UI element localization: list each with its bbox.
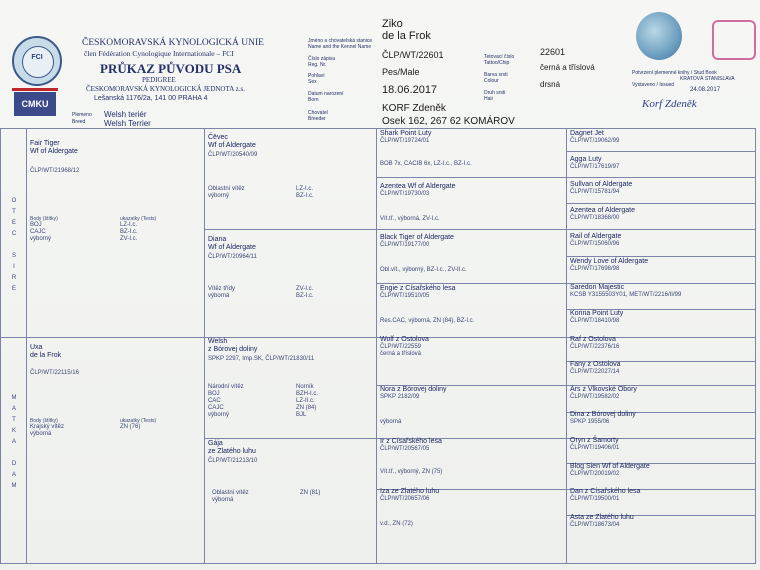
sire-dam-cell: Diana Wf of Aldergate ČLP/WT/20964/11 xyxy=(208,236,257,260)
sire-side-label: O T E C S I R E xyxy=(11,198,17,292)
gen3-cell-6: Nora z Bórovej doliny SPKP 2182/09 výborná xyxy=(380,386,447,425)
breeder-name: KORF Zdeněk xyxy=(382,103,446,114)
org-membership: člen Fédération Cynologique Internationale – FCI xyxy=(84,49,234,58)
dam-dam-cell: Gája ze Zlatého luhu ČLP/WT/21213/10 xyxy=(208,440,258,464)
gen4-cell-16: Asta ze Zlatého luhu ČLP/WT/18673/04 xyxy=(570,514,634,528)
coat-type: drsná xyxy=(540,80,561,89)
label-breeder-en: Breeder xyxy=(308,116,326,122)
gen4-cell-13: Oryn z Šamorty ČLP/WT/19406/01 xyxy=(570,437,620,451)
label-tattoo: Tetovací číslo xyxy=(484,54,515,60)
dog-reg-no: ČLP/WT/22601 xyxy=(382,50,444,60)
label-sex: Pohlaví xyxy=(308,73,325,79)
logo-divider xyxy=(12,88,58,91)
sire-sire-titles: Oblastní vítěz výborný xyxy=(208,186,245,199)
gen3-cell-8: Iza ze Zlatého luhu ČLP/WT/20657/06 v.d., ZN (72) xyxy=(380,488,440,527)
label-dob: Datum narození xyxy=(308,91,344,97)
registrar-name: KRATOVÁ STANISLAVA xyxy=(680,76,735,82)
issued-date: 24.08.2017 xyxy=(690,87,721,93)
gen4-cell-7: Saredon Majestic KCSB Y3155503Y01, MET/WT/2216/II/99 xyxy=(570,284,682,298)
gen4-cell-3: Sullvan of Aldergate ČLP/WT/15781/94 xyxy=(570,181,633,195)
dam-sire-cell: Welsh z Bórovej doliny SPKP 2297, Imp.SK, ČLP/WT/21830/11 xyxy=(208,338,315,362)
hologram-seal-icon xyxy=(636,12,682,60)
sire-sire-tests: LZ-I.c. BZ-I.c. xyxy=(296,186,314,199)
gen4-cell-6: Wendy Love of Aldergate ČLP/WT/17698/98 xyxy=(570,258,649,272)
label-reg-en: Reg. Nr. xyxy=(308,62,327,68)
pedigree-table xyxy=(0,128,756,564)
gen4-cell-1: Dagnet Jet ČLP/WT/19062/99 xyxy=(570,130,620,144)
label-reg: Číslo zápisu xyxy=(308,56,336,62)
sire-dam-tests: ZV-I.c. BZ-I.c. xyxy=(296,286,314,299)
gen4-cell-9: Raf z Ostolova ČLP/WT/22376/16 xyxy=(570,336,620,350)
dog-name: Ziko xyxy=(382,18,403,30)
dam-sire-titles: Národní vítěz BOJ CAC CAJC výborný xyxy=(208,384,244,418)
fci-logo: FCI xyxy=(12,36,62,86)
breed-cz: Welsh teriér xyxy=(104,110,147,119)
sire-sire-cell: Čēvec Wf of Aldergate ČLP/WT/20540/09 xyxy=(208,134,258,158)
label-name-en: Name and the Kennel Name xyxy=(308,44,372,50)
label-hair-en: Hair xyxy=(484,96,494,102)
document-title: PRŮKAZ PŮVODU PSA xyxy=(100,61,242,76)
sire-cell: Fair Tiger Wf of Aldergate ČLP/WT/21968/12 xyxy=(30,140,80,174)
label-color: Barva srsti xyxy=(484,72,508,78)
stamp-icon xyxy=(712,20,756,60)
gen4-cell-11: Ars z Vlkovské Obory ČLP/WT/19582/02 xyxy=(570,386,637,400)
signature: Korf Zdeněk xyxy=(642,98,697,110)
dog-kennel: de la Frok xyxy=(382,30,431,42)
label-name: Jméno a chovatelská stanice xyxy=(308,38,373,44)
gen3-cell-4: Engie z Císařského lesa ČLP/WT/19510/05 Res.CAC, výborná, ZN (84), BZ-I.c. xyxy=(380,285,475,324)
gen3-cell-1: Shark Point Luty ČLP/WT/19724/01 BOB 7x, CACIB 6x, LZ-I.c., BZ-I.c. xyxy=(380,130,472,167)
dam-titles: Body (štítky) Krajský vítěz výborná xyxy=(30,418,65,437)
org-name: ČESKOMORAVSKÁ KYNOLOGICKÁ UNIE xyxy=(82,38,264,48)
label-sex-en: Sex xyxy=(308,79,317,85)
coat-color: černá a tříslová xyxy=(540,63,595,72)
breed-label: Plemeno xyxy=(72,112,92,118)
gen4-cell-4: Azentea of Aldergate ČLP/WT/18368/00 xyxy=(570,207,635,221)
org-address: Lešanská 1176/2a, 141 00 PRAHA 4 xyxy=(94,95,208,102)
sire-titles: Body (štítky) BOJ CAJC výborný xyxy=(30,216,58,242)
dam-cell: Uxa de la Frok ČLP/WT/22115/16 xyxy=(30,344,79,376)
gen3-cell-5: Wolf z Ostolova ČLP/WT/22559 černá a tříslová xyxy=(380,336,429,357)
label-dob-en: Born xyxy=(308,97,319,103)
breeder-address: Osek 162, 267 62 KOMÁROV xyxy=(382,116,515,127)
dam-dam-tests: ZN (81) xyxy=(300,490,321,496)
org-unit: ČESKOMORAVSKÁ KYNOLOGICKÁ JEDNOTA z.s. xyxy=(86,85,245,93)
gen4-cell-2: Agga Luty ČLP/WT/17619/97 xyxy=(570,156,620,170)
label-hair: Druh srsti xyxy=(484,90,506,96)
gen4-cell-8: Korina Point Luty ČLP/WT/18410/98 xyxy=(570,310,624,324)
dam-tests: ukazatky (Tests) ZN (76) xyxy=(120,418,157,430)
breed-label-en: Breed xyxy=(72,119,86,125)
sire-dam-titles: Vítěz třídy výborná xyxy=(208,286,236,299)
dam-sire-tests: Norník BZH-I.c. LZ-II.c. ZN (84) BJL xyxy=(296,384,318,418)
dam-side-label: M A T K A D A M xyxy=(11,395,17,489)
label-color-en: Colour xyxy=(484,78,499,84)
label-breeder: Chovatel xyxy=(308,110,328,116)
dam-dam-titles: Oblastní vítěz výborná xyxy=(212,490,249,503)
gen3-cell-2: Azentea Wf of Aldergate ČLP/WT/19730/03 Vít.tř., výborná, ZV-I.c. xyxy=(380,183,456,222)
cmku-logo: CMKU xyxy=(14,92,56,116)
sire-tests: ukazatky (Tests) LZ-I.c. BZ-I.c. ZV-I.c. xyxy=(120,216,157,242)
gen3-cell-3: Black Tiger of Aldergate ČLP/WT/19177/00 Obl.vít., výborný, BZ-I.c., ZV-II.c. xyxy=(380,234,467,273)
gen4-cell-14: Blog Sien Wf of Aldergate ČLP/WT/20019/02 xyxy=(570,463,650,477)
issued-label: Vystaveno / Issued xyxy=(632,82,675,88)
gen4-cell-12: Dina z Bórovej doliny SPKP 1955/06 xyxy=(570,411,636,425)
gen4-cell-15: Dan z Císařského lesa ČLP/WT/19500/01 xyxy=(570,488,641,502)
gen4-cell-5: Rail of Aldergate ČLP/WT/15060/96 xyxy=(570,233,622,247)
dog-sex: Pes/Male xyxy=(382,67,420,77)
label-tattoo-en: Tattoo/Chip xyxy=(484,60,510,66)
tattoo-no: 22601 xyxy=(540,47,566,57)
dog-dob: 18.06.2017 xyxy=(382,84,438,96)
studbook-confirmation: Potvrzení plemenné knihy / Stud Book xyxy=(632,70,717,76)
document-subtitle: PEDIGREE xyxy=(142,76,176,84)
breed-en: Welsh Terrier xyxy=(104,119,151,128)
gen3-cell-7: Ir z Císařského lesa ČLP/WT/20567/05 Vít.tř., výborný, ZN (75) xyxy=(380,438,443,475)
gen4-cell-10: Fany z Ostolova ČLP/WT/22027/14 xyxy=(570,361,621,375)
